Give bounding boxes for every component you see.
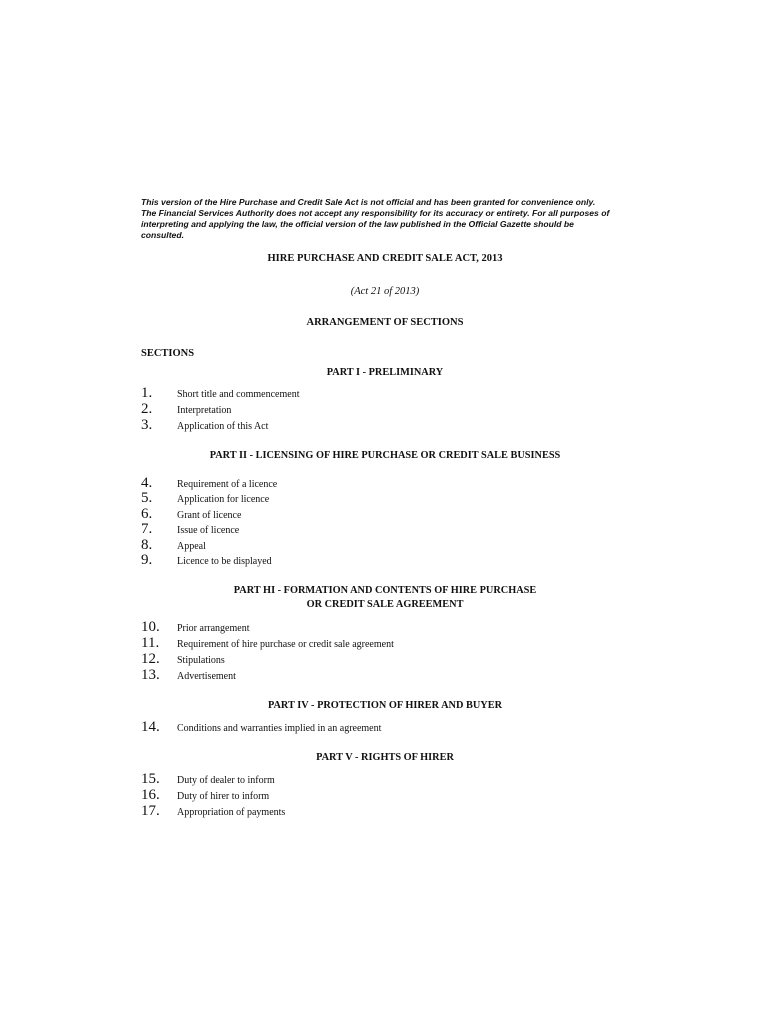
act-title: HIRE PURCHASE AND CREDIT SALE ACT, 2013 [267, 253, 503, 264]
section-title: Licence to be displayed [177, 556, 272, 567]
section-title: Prior arrangement [177, 623, 250, 634]
section-number: 2. [141, 401, 153, 417]
section-title: Grant of licence [177, 510, 242, 521]
section-number: 7. [141, 521, 153, 537]
section-number: 11. [141, 635, 160, 651]
part-3-heading [0, 584, 770, 612]
section-number: 1. [141, 385, 153, 401]
section-title: Duty of hirer to inform [177, 791, 270, 802]
part-heading-line: PART II - LICENSING OF HIRE PURCHASE OR CREDIT SALE BUSINESS [209, 450, 561, 461]
section-number: 9. [141, 552, 153, 568]
section-title: Interpretation [177, 405, 232, 416]
section-title: Short title and commencement [177, 389, 300, 400]
part-heading-line: PART V - RIGHTS OF HIRER [316, 752, 454, 763]
arrangement-heading: ARRANGEMENT OF SECTIONS [306, 317, 464, 328]
section-number: 8. [141, 537, 153, 553]
section-number: 12. [141, 651, 160, 667]
part-2-heading [0, 449, 770, 463]
section-number: 15. [141, 771, 160, 787]
section-title: Appeal [177, 541, 206, 552]
section-number: 5. [141, 490, 153, 506]
part-4-heading [0, 699, 770, 713]
part-1-heading [0, 366, 770, 380]
section-title: Application of this Act [177, 421, 269, 432]
section-number: 16. [141, 787, 160, 803]
section-number: 13. [141, 667, 160, 683]
part-5-heading [0, 751, 770, 765]
section-number: 3. [141, 417, 153, 433]
section-number: 10. [141, 619, 160, 635]
section-title: Stipulations [177, 655, 225, 666]
section-title: Advertisement [177, 671, 236, 682]
section-title: Appropriation of payments [177, 807, 286, 818]
act-number: (Act 21 of 2013) [350, 286, 420, 297]
section-number: 14. [141, 719, 160, 735]
section-number: 17. [141, 803, 160, 819]
section-title: Duty of dealer to inform [177, 775, 275, 786]
part-heading-line: PART I - PRELIMINARY [326, 367, 444, 378]
section-number: 4. [141, 475, 153, 491]
section-title: Requirement of a licence [177, 479, 278, 490]
section-title: Requirement of hire purchase or credit sale agreement [177, 639, 394, 650]
section-title: Issue of licence [177, 525, 240, 536]
sections-label: SECTIONS [141, 348, 195, 359]
section-number: 6. [141, 506, 153, 522]
part-heading-line: PART HI - FORMATION AND CONTENTS OF HIRE PURCHASE [233, 585, 537, 596]
section-title: Application for licence [177, 494, 270, 505]
part-heading-line: OR CREDIT SALE AGREEMENT [306, 599, 464, 610]
disclaimer-note: This version of the Hire Purchase and Credit Sale Act is not official and has been granted for convenience only. The Financial Services Authority does not accept any responsibility for its accuracy or entirety. For all purposes of interpreting and applying the law, the official version of the law published in the Official Gazette should be consulted. [141, 197, 610, 240]
section-title: Conditions and warranties implied in an agreement [177, 723, 382, 734]
part-heading-line: PART IV - PROTECTION OF HIRER AND BUYER [267, 700, 503, 711]
